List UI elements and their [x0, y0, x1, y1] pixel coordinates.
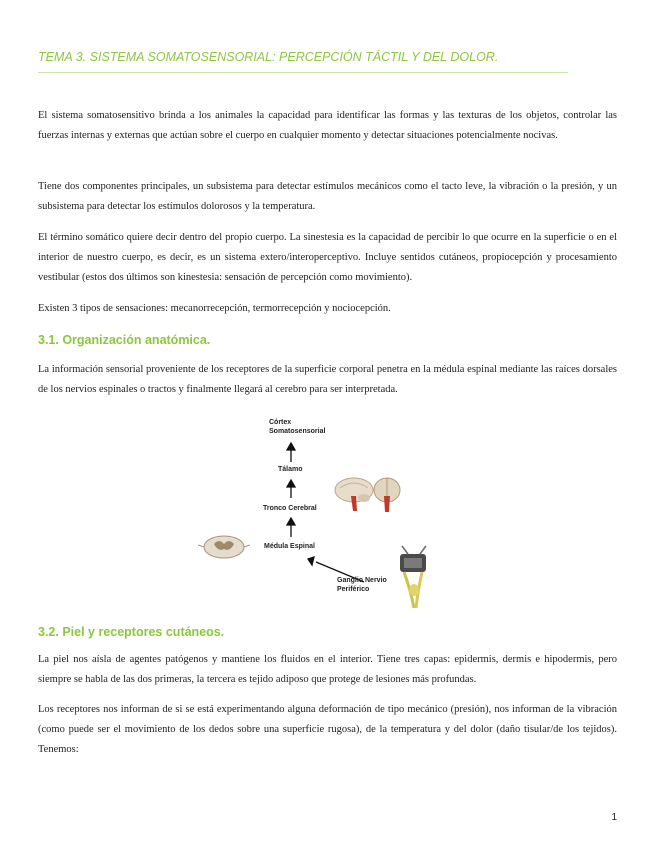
intro-paragraph-1: El sistema somatosensitivo brinda a los animales la capacidad para identificar las formas y las texturas de los objetos, controlar las fuerzas internas y externas que actúan sobre el cuerpo en cualquier momento y detectar situaciones potencialmente nocivas.	[38, 110, 617, 141]
intro-paragraph-3: El término somático quiere decir dentro del propio cuerpo. La sinestesia es la capacidad de percibir lo que ocurre en la superficie o en el interior de nuestro cuerpo, es decir, es un sistema extero/interoperceptivo. Incluye sentidos cutáneos, propiocepción y procesamiento vestibular (estos dos últimos son kinestesia: sensación de percepción como movimiento).	[38, 232, 617, 283]
intro-paragraph-2: Tiene dos componentes principales, un subsistema para detectar estímulos mecánicos como el tacto leve, la vibración o la presión, y un subsistema para detectar los estímulos dolorosos y la temperatura.	[38, 181, 617, 212]
section-heading-piel: 3.2. Piel y receptores cutáneos.	[38, 625, 225, 639]
section-1-paragraph: La información sensorial proveniente de los receptores de la superficie corporal penetra en la médula espinal mediante las raíces dorsales de los nervios espinales o tractos y finalmente llegará al cerebro para ser interpretada.	[38, 364, 617, 395]
brain-sagittal-icon	[335, 478, 373, 511]
spinal-cord-section-icon	[198, 536, 250, 558]
section-2-paragraph-1: La piel nos aísla de agentes patógenos y mantiene los fluidos en el interior. Tiene tres capas: epidermis, dermis e hipodermis, pero siempre se habla de las dos primeras, la tercera es tejido adiposo que protege de lesiones más profundas.	[38, 654, 617, 685]
section-2-paragraph-2: Los receptores nos informan de si se está experimentando alguna deformación de tipo mecánico (presión), nos informan de la vibración (como puede ser el movimiento de los dedos sobre una superficie rugosa), de la temperatura y del dolor (daño tisular/de los tejidos). Tenemos:	[38, 704, 617, 755]
document-title: TEMA 3. SISTEMA SOMATOSENSORIAL: PERCEPCIÓN TÁCTIL Y DEL DOLOR.	[38, 50, 499, 64]
section-heading-organizacion: 3.1. Organización anatómica.	[38, 333, 211, 347]
ganglion-label-line2: Periférico	[337, 586, 370, 593]
peripheral-ganglion-icon	[400, 546, 426, 608]
ganglion-label-line1: Ganglio Nervio	[337, 577, 387, 584]
brain-coronal-icon	[374, 478, 400, 512]
ganglion-label	[337, 576, 387, 594]
title-divider	[38, 72, 568, 73]
brainstem-label: Tronco Cerebral	[263, 505, 317, 512]
cortex-label	[269, 418, 325, 436]
cortex-label-line2: Somatosensorial	[269, 428, 326, 435]
thalamus-label: Tálamo	[278, 466, 303, 473]
spinal-cord-label: Médula Espinal	[264, 543, 315, 550]
somatosensory-pathway-diagram	[196, 410, 436, 615]
intro-paragraph-4: Existen 3 tipos de sensaciones: mecanorrecepción, termorrecepción y nociocepción.	[38, 303, 391, 314]
cortex-label-line1: Córtex	[269, 419, 292, 426]
page-number: 1	[611, 812, 617, 823]
